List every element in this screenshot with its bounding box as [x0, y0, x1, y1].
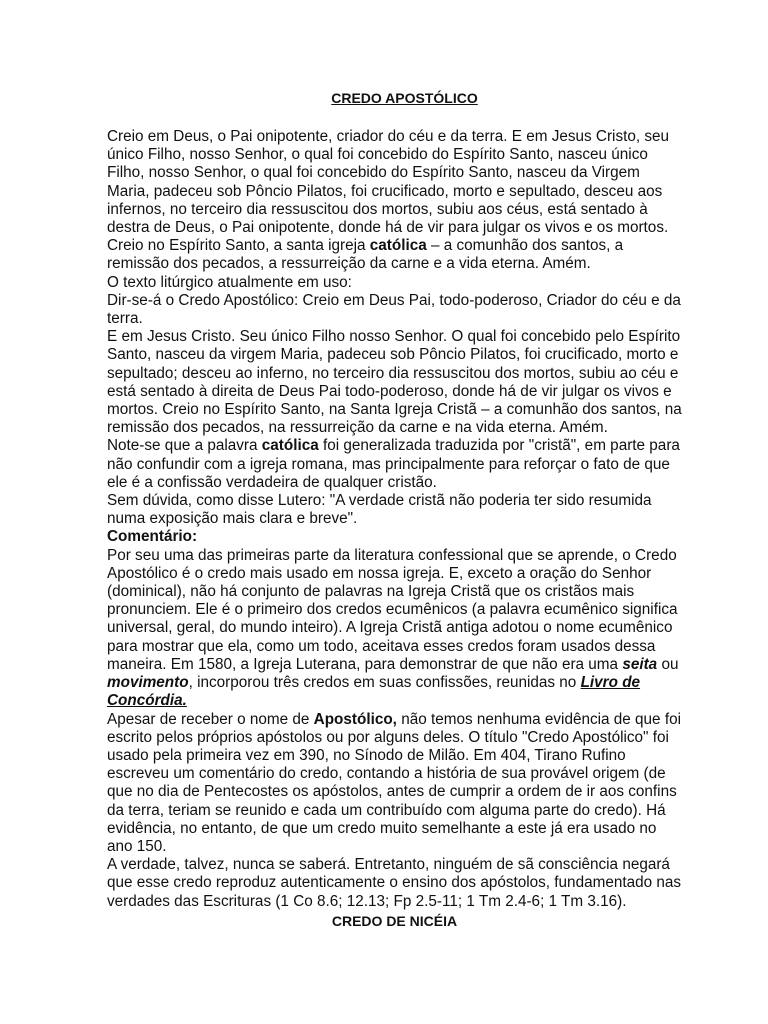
emphasis-movimento: movimento	[107, 674, 189, 692]
comentario-heading: Comentário:	[107, 528, 198, 546]
text-ou: ou	[661, 655, 679, 673]
creed-text-end: – a comunhão dos santos, a remissão dos pecados, a ressurreição da carne e a vida eterna. Amém.	[107, 237, 624, 273]
paragraph-liturgical-1: Dir-se-á o Credo Apostólico: Creio em Deus Pai, todo-poderoso, Criador do céu e da terra.	[107, 291, 681, 328]
bold-apostolico: Apostólico,	[313, 710, 397, 728]
document-body	[107, 128, 682, 911]
note-text-end: foi generalizada traduzida por "cristã", em parte para não confundir com a igreja romana, mas principalmente para reforçar o fato de que ele é a confissão verdadeira de qualquer cristão.	[107, 437, 680, 491]
note-text: Note-se que a palavra	[107, 437, 258, 455]
bold-catolica: católica	[369, 237, 427, 255]
apostolico-text: Apesar de receber o nome de	[107, 710, 310, 728]
apostolico-text-end: não temos nenhuma evidência de que foi escrito pelos próprios apóstolos ou por alguns deles. O título "Credo Apostólico" foi usado pela primeira vez em 390, no Sínodo de Milão. Em 404, Tirano Rufino escreveu um comentário do credo, contando a história de sua provável origem (de que no dia de Pentecostes os apóstolos, antes de cumprir a ordem de ir aos confins da terra, teriam se reunido e cada um contribuído com alguma parte do credo). Há evidência, no entanto, de que um credo muito semelhante a este já era usado no ano 150.	[107, 710, 681, 855]
paragraph-creed	[107, 128, 682, 274]
emphasis-seita: seita	[622, 655, 658, 673]
next-section-title: CREDO DE NICÉIA	[331, 912, 458, 929]
paragraph-apostolico	[107, 711, 682, 857]
document-title: CREDO APOSTÓLICO	[331, 90, 478, 106]
creed-text: Creio em Deus, o Pai onipotente, criador do céu e da terra. E em Jesus Cristo, seu único Filho, nosso Senhor, o qual foi concebido do Espírito Santo, nasceu único Filho, nosso Senhor, o qual foi concebido do Espírito Santo, nasceu da Virgem Maria, padeceu sob Pôncio Pilatos, foi crucificado, morto e sepultado, desceu aos infernos, no terceiro dia ressuscitou dos mortos, subiu aos céus, está sentado à destra de Deus, o Pai onipotente, donde há de vir para julgar os vivos e os mortos. Creio no Espírito Santo, a santa igreja	[107, 128, 670, 255]
paragraph-verdade: A verdade, talvez, nunca se saberá. Entretanto, ninguém de sã consciência negará que esse credo reproduz autenticamente o ensino dos apóstolos, fundamentado nas verdades das Escrituras (1 Co 8.6; 12.13; Fp 2.5-11; 1 Tm 2.4-6; 1 Tm 3.16).	[107, 856, 682, 910]
paragraph-liturgical-intro: O texto litúrgico atualmente em uso:	[107, 273, 352, 291]
comentario-text-mid: , incorporou três credos em suas confissões, reunidas no	[188, 674, 577, 692]
paragraph-liturgical-2: E em Jesus Cristo. Seu único Filho nosso Senhor. O qual foi concebido pelo Espírito Santo, nasceu da virgem Maria, padeceu sob Pôncio Pilatos, foi crucificado, morto e sepultado; desceu ao inferno, no terceiro dia ressuscitou dos mortos, subiu ao céu e está sentado à direita de Deus Pai todo-poderoso, donde há de vir julgar os vivos e mortos. Creio no Espírito Santo, na Santa Igreja Cristã – a comunhão dos santos, na remissão dos pecados, na ressurreição da carne e na vida eterna. Amém.	[107, 328, 682, 437]
bold-catolica: católica	[261, 437, 319, 455]
emphasis-livro-de-concordia: Livro de Concórdia.	[107, 674, 641, 710]
paragraph-lutero: Sem dúvida, como disse Lutero: "A verdade cristã não poderia ter sido resumida numa exposição mais clara e breve".	[107, 492, 652, 528]
comentario-text: Por seu uma das primeiras parte da literatura confessional que se aprende, o Credo Apostólico é o credo mais usado em nossa igreja. E, exceto a oração do Senhor (dominical), não há conjunto de palavras na Igreja Cristã que os cristãos mais pronunciem. Ele é o primeiro dos credos ecumênicos (a palavra ecumênico significa universal, geral, do mundo inteiro). A Igreja Cristã antiga adotou o nome ecumênico para mostrar que ela, como um todo, aceitava esses credos foram usados dessa maneira. Em 1580, a Igreja Luterana, para demonstrar de que não era uma	[107, 546, 678, 673]
paragraph-note	[107, 437, 682, 492]
paragraph-comentario	[107, 547, 682, 711]
